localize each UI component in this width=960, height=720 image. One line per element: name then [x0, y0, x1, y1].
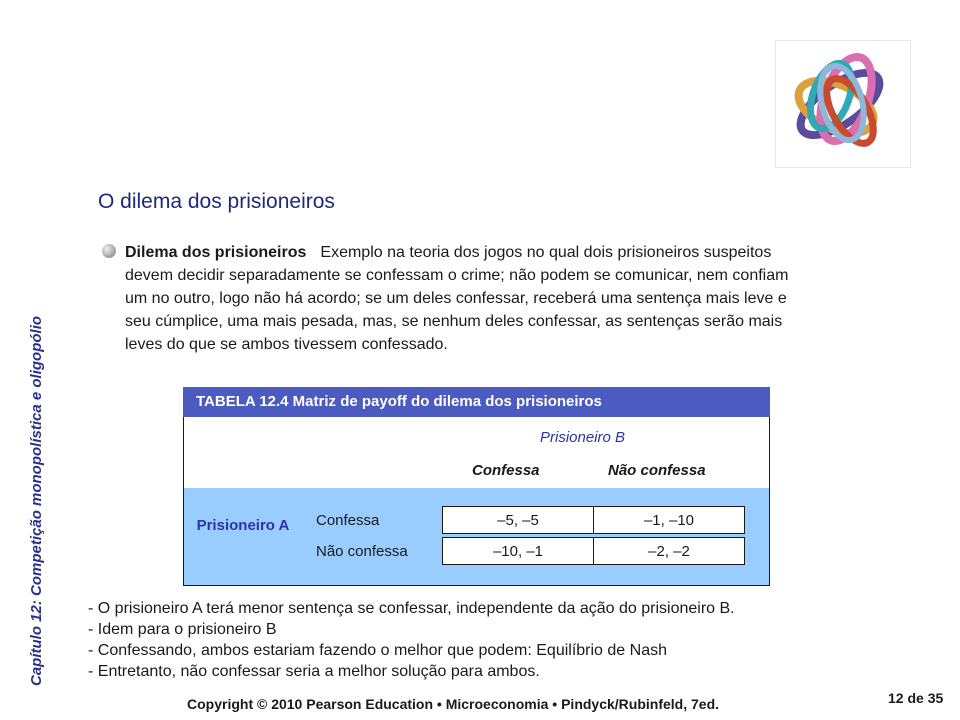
definition-term: Dilema dos prisioneiros	[125, 244, 307, 261]
note-line: - Entretanto, não confessar seria a melhor solução para ambos.	[88, 663, 540, 680]
bullet-icon	[102, 244, 116, 258]
player-a-label: Prisioneiro A	[196, 517, 290, 534]
note-line: - Confessando, ambos estariam fazendo o melhor que podem: Equilíbrio de Nash	[88, 642, 667, 659]
player-b-label: Prisioneiro B	[540, 429, 626, 446]
note-line: - Idem para o prisioneiro B	[88, 621, 277, 638]
payoff-cell: –5, –5	[442, 506, 594, 534]
copyright-footer: Copyright © 2010 Pearson Education • Microeconomia • Pindyck/Rubinfeld, 7ed.	[187, 696, 720, 712]
chapter-title-vertical: Capítulo 12: Competição monopolística e oligopólio	[28, 315, 45, 686]
definition-text: Exemplo na teoria dos jogos no qual dois prisioneiros suspeitos devem decidir separadamente se confessam o crime; não podem se comunicar, nem confiam um no outro, logo não há acordo; se um deles confessar, receberá uma sentença mais leve e seu cúmplice, uma mais pesada, mas, se nenhum deles confessar, as sentenças serão mais leves do que se ambos tivessem confessado.	[125, 244, 789, 353]
page-number: 12 de 35	[888, 690, 944, 706]
notes-list	[88, 598, 868, 682]
payoff-table	[183, 387, 770, 586]
definition-paragraph	[125, 241, 815, 356]
row-label-nao-confessa: Não confessa	[316, 543, 408, 560]
slide-title: O dilema dos prisioneiros	[98, 190, 335, 213]
rings-logo	[775, 40, 911, 168]
payoff-cell: –1, –10	[593, 506, 745, 534]
row-label-confessa: Confessa	[316, 512, 380, 529]
column-header-nao-confessa: Não confessa	[608, 462, 706, 479]
payoff-cell: –10, –1	[442, 537, 594, 565]
column-header-confessa: Confessa	[472, 462, 540, 479]
payoff-cell: –2, –2	[593, 537, 745, 565]
note-line: - O prisioneiro A terá menor sentença se confessar, independente da ação do prisioneiro B.	[88, 600, 735, 617]
table-caption: TABELA 12.4 Matriz de payoff do dilema dos prisioneiros	[183, 387, 770, 417]
